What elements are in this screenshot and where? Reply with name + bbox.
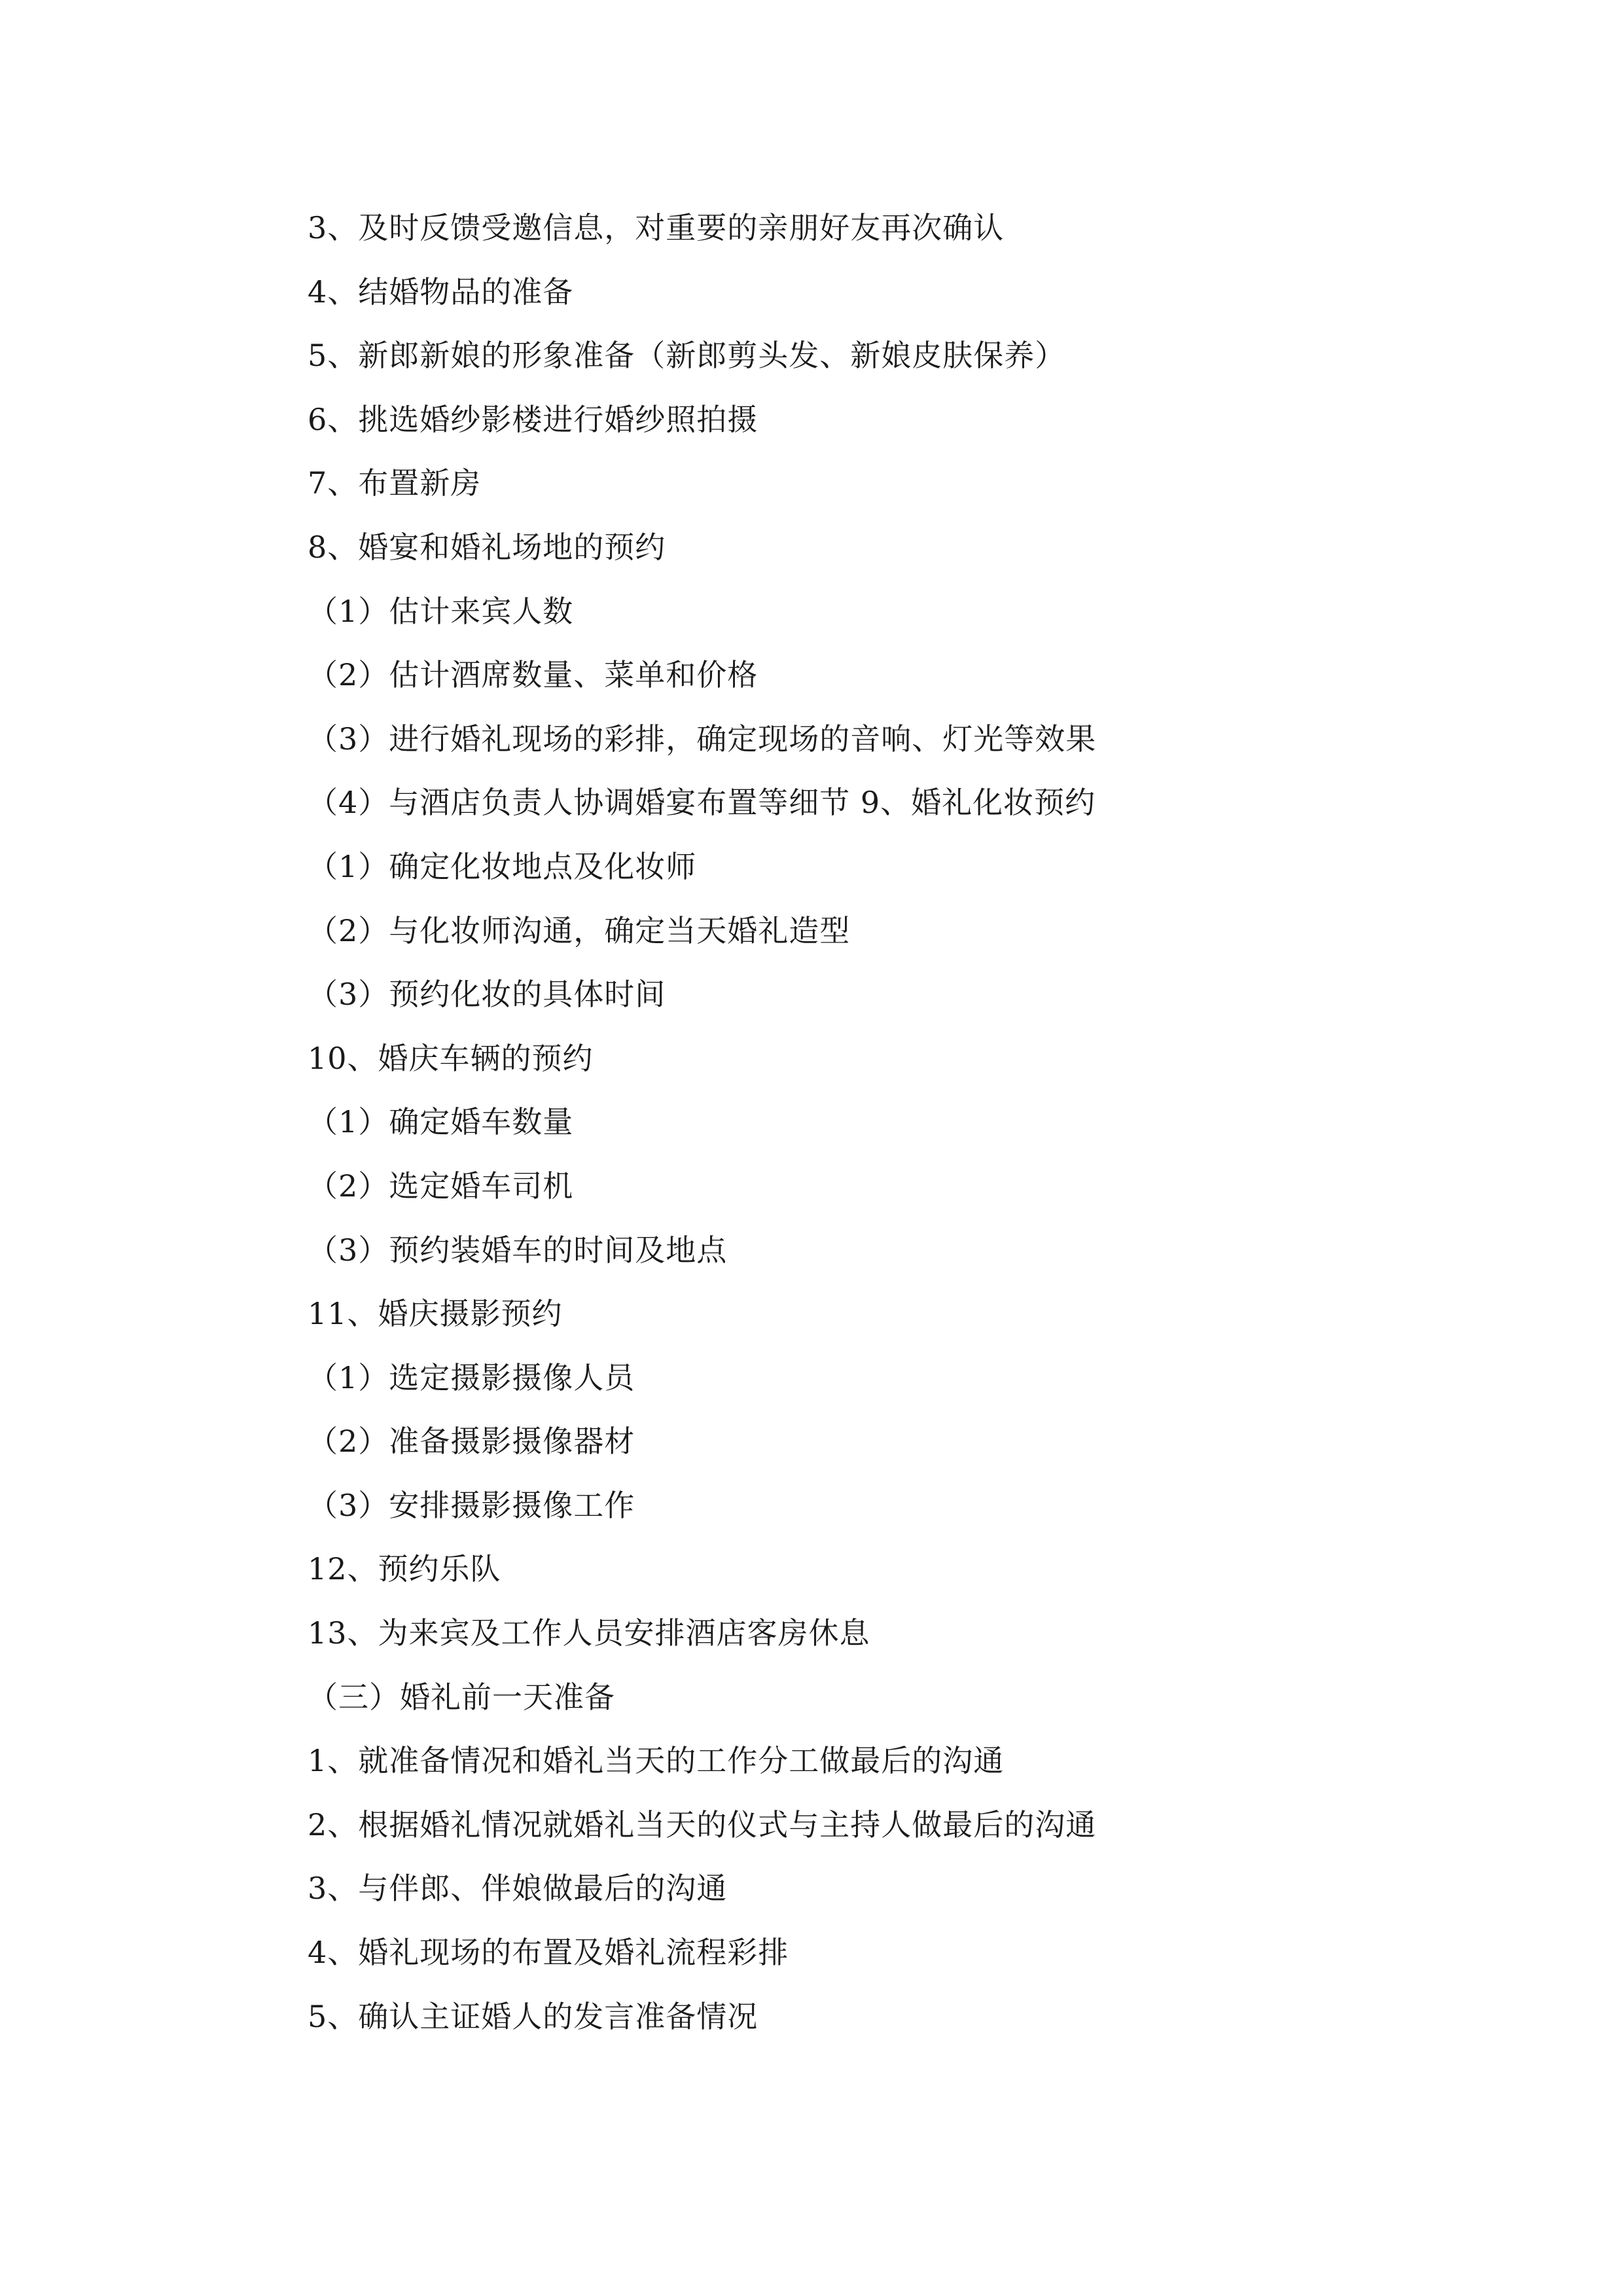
list-item: 8、婚宴和婚礼场地的预约: [308, 529, 666, 565]
list-item: 13、为来宾及工作人员安排酒店客房休息: [308, 1615, 870, 1651]
list-item: 1、就准备情况和婚礼当天的工作分工做最后的沟通: [308, 1743, 1005, 1779]
sub-list-item: （2）准备摄影摄像器材: [308, 1424, 635, 1460]
sub-list-item: （2）选定婚车司机: [308, 1168, 574, 1204]
document-body: [308, 196, 1486, 2049]
list-item: 11、婚庆摄影预约: [308, 1296, 563, 1332]
sub-list-item: （3）安排摄影摄像工作: [308, 1487, 635, 1523]
section-heading: （三）婚礼前一天准备: [308, 1679, 615, 1715]
list-item: 5、新郎新娘的形象准备（新郎剪头发、新娘皮肤保养）: [308, 338, 1066, 374]
sub-list-item: （3）进行婚礼现场的彩排，确定现场的音响、灯光等效果: [308, 721, 1097, 757]
list-item: 7、布置新房: [308, 465, 482, 501]
list-item: 3、与伴郎、伴娘做最后的沟通: [308, 1871, 728, 1907]
sub-list-item: （1）确定婚车数量: [308, 1104, 574, 1140]
list-item: 4、婚礼现场的布置及婚礼流程彩排: [308, 1935, 789, 1971]
sub-list-item: （2）与化妆师沟通，确定当天婚礼造型: [308, 912, 851, 948]
list-item: 6、挑选婚纱影楼进行婚纱照拍摄: [308, 401, 758, 437]
list-item: 2、根据婚礼情况就婚礼当天的仪式与主持人做最后的沟通: [308, 1806, 1097, 1842]
list-item: 12、预约乐队: [308, 1551, 501, 1587]
sub-list-item: （1）确定化妆地点及化妆师: [308, 848, 697, 884]
sub-list-item: （3）预约化妆的具体时间: [308, 977, 666, 1013]
sub-list-item: （3）预约装婚车的时间及地点: [308, 1232, 728, 1268]
list-item: 4、结婚物品的准备: [308, 274, 574, 310]
sub-list-item: （4）与酒店负责人协调婚宴布置等细节 9、婚礼化妆预约: [308, 785, 1096, 821]
sub-list-item: （2）估计酒席数量、菜单和价格: [308, 657, 758, 693]
list-item: 5、确认主证婚人的发言准备情况: [308, 1998, 758, 2034]
list-item: 3、及时反馈受邀信息，对重要的亲朋好友再次确认: [308, 210, 1005, 245]
list-item: 10、婚庆车辆的预约: [308, 1040, 594, 1076]
sub-list-item: （1）选定摄影摄像人员: [308, 1359, 635, 1395]
sub-list-item: （1）估计来宾人数: [308, 593, 574, 629]
